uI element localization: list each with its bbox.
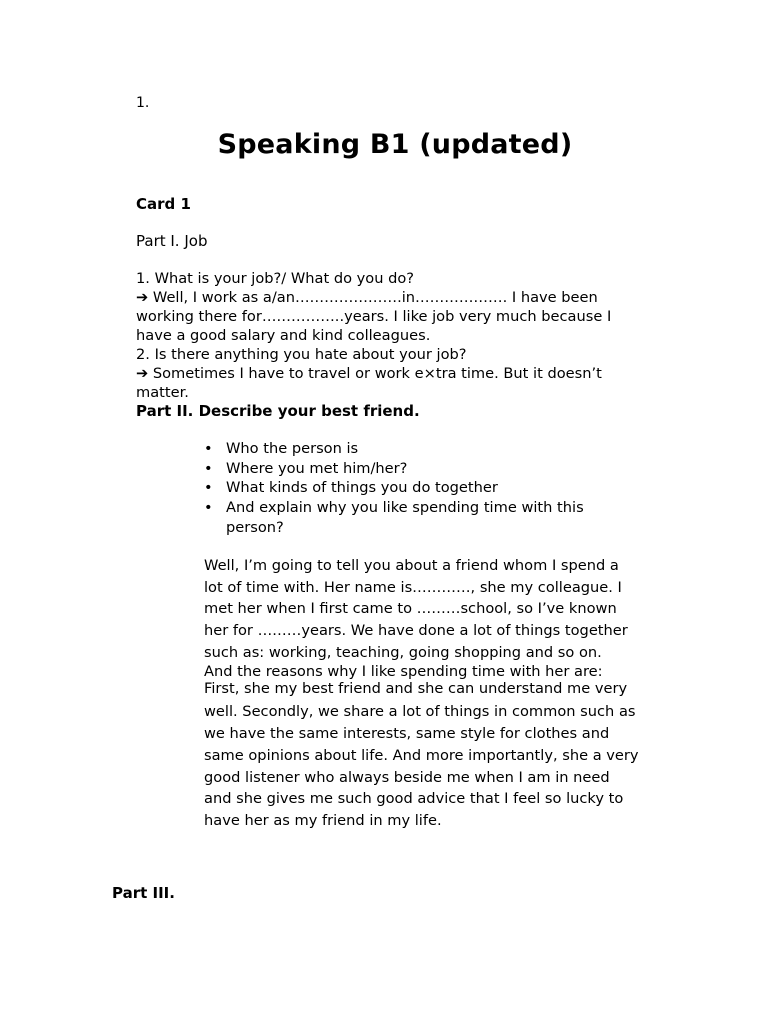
part1-line: ➔ Well, I work as a/an………………….in………………. I have been: [136, 289, 598, 306]
prompt-bullet-list: [204, 439, 584, 538]
part1-line: have a good salary and kind colleagues.: [136, 327, 431, 344]
paragraph-line: and she gives me such good advice that I feel so lucky to: [204, 790, 624, 808]
paragraph-line: First, she my best friend and she can understand me very: [204, 680, 628, 698]
part1-line: 2. Is there anything you hate about your job?: [136, 346, 467, 363]
paragraph-line: lot of time with. Her name is…………, she my colleague. I: [204, 578, 622, 596]
paragraph-line: Well, I’m going to tell you about a friend whom I spend a: [204, 557, 619, 574]
part1-line: 1. What is your job?/ What do you do?: [136, 270, 415, 287]
paragraph-line: such as: working, teaching, going shopping and so on.: [204, 643, 602, 661]
page-number: 1.: [136, 95, 150, 111]
part1-qa-block: [136, 269, 611, 402]
paragraph-line: well. Secondly, we share a lot of things in common such as: [204, 703, 636, 721]
paragraph-line: And the reasons why I like spending time with her are:: [204, 663, 603, 681]
paragraph-line: good listener who always beside me when I am in need: [204, 768, 610, 786]
answer-paragraph: [204, 555, 639, 832]
part3-heading: Part III.: [112, 884, 175, 902]
document-title: Speaking B1 (updated): [217, 129, 573, 160]
paragraph-line: we have the same interests, same style for clothes and: [204, 725, 610, 743]
list-item: • Who the person is: [204, 439, 584, 459]
list-item: • And explain why you like spending time with this: [204, 498, 584, 518]
part1-line: working there for……………..years. I like job very much because I: [136, 308, 612, 325]
list-item: • What kinds of things you do together: [204, 478, 584, 498]
list-item-continuation: person?: [226, 519, 284, 536]
list-item: • Where you met him/her?: [204, 459, 584, 479]
paragraph-line: her for ………years. We have done a lot of things together: [204, 622, 628, 640]
part1-heading: Part I. Job: [136, 232, 208, 250]
part1-line: matter.: [136, 384, 189, 401]
paragraph-line: met her when I first came to ………school, so I’ve known: [204, 600, 617, 618]
part2-heading: Part II. Describe your best friend.: [136, 402, 420, 420]
paragraph-line: same opinions about life. And more importantly, she a very: [204, 746, 639, 764]
card-label: Card 1: [136, 195, 191, 213]
paragraph-line: have her as my friend in my life.: [204, 811, 442, 829]
part1-line: ➔ Sometimes I have to travel or work e×tra time. But it doesn’t: [136, 365, 602, 382]
